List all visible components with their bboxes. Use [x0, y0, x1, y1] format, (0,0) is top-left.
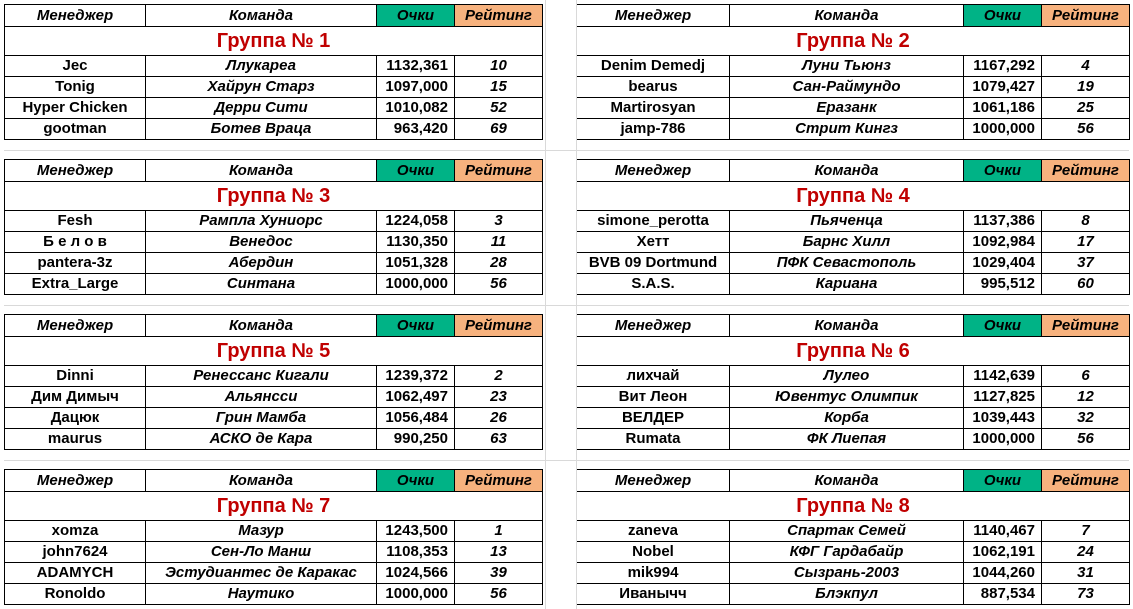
- group-table: [4, 159, 543, 295]
- team-cell: Сен-Ло Манш: [146, 542, 377, 563]
- empty-row-gridline: [4, 460, 1129, 461]
- rating-cell: 19: [1042, 77, 1130, 98]
- manager-cell: jamp-786: [577, 119, 730, 140]
- header-rating: Рейтинг: [1042, 5, 1130, 27]
- manager-cell: Иванычч: [577, 584, 730, 605]
- rating-cell: 63: [455, 429, 543, 450]
- group-table: [4, 469, 543, 605]
- rating-cell: 6: [1042, 366, 1130, 387]
- header-points: Очки: [377, 470, 455, 492]
- header-points: Очки: [964, 315, 1042, 337]
- table-row: [5, 274, 543, 295]
- header-rating: Рейтинг: [455, 315, 543, 337]
- team-cell: Стрит Кингз: [730, 119, 964, 140]
- points-cell: 1000,000: [964, 119, 1042, 140]
- manager-cell: Dinni: [5, 366, 146, 387]
- group-table: [576, 314, 1130, 450]
- points-cell: 1079,427: [964, 77, 1042, 98]
- rating-cell: 13: [455, 542, 543, 563]
- table-row: [577, 56, 1130, 77]
- header-team: Команда: [146, 160, 377, 182]
- empty-row-gridline: [4, 305, 1129, 306]
- team-cell: Спартак Семей: [730, 521, 964, 542]
- rating-cell: 31: [1042, 563, 1130, 584]
- table-row: [577, 521, 1130, 542]
- rating-cell: 8: [1042, 211, 1130, 232]
- points-cell: 1029,404: [964, 253, 1042, 274]
- group-title-row: [5, 492, 543, 521]
- points-cell: 1062,191: [964, 542, 1042, 563]
- group-title-row: [577, 337, 1130, 366]
- manager-cell: Tonig: [5, 77, 146, 98]
- points-cell: 995,512: [964, 274, 1042, 295]
- table-row: [577, 98, 1130, 119]
- team-cell: Эстудиантес де Каракас: [146, 563, 377, 584]
- group-title: Группа № 3: [5, 182, 543, 211]
- points-cell: 1044,260: [964, 563, 1042, 584]
- header-points: Очки: [377, 315, 455, 337]
- group-title: Группа № 8: [577, 492, 1130, 521]
- team-cell: Барнс Хилл: [730, 232, 964, 253]
- rating-cell: 1: [455, 521, 543, 542]
- team-cell: Блэкпул: [730, 584, 964, 605]
- manager-cell: Хетт: [577, 232, 730, 253]
- manager-cell: Fesh: [5, 211, 146, 232]
- table-row: [577, 211, 1130, 232]
- points-cell: 1097,000: [377, 77, 455, 98]
- points-cell: 1051,328: [377, 253, 455, 274]
- header-manager: Менеджер: [577, 315, 730, 337]
- header-rating: Рейтинг: [1042, 160, 1130, 182]
- manager-cell: Дацюк: [5, 408, 146, 429]
- points-cell: 1243,500: [377, 521, 455, 542]
- team-cell: Еразанк: [730, 98, 964, 119]
- group-title-row: [577, 182, 1130, 211]
- team-cell: КФГ Гардабайр: [730, 542, 964, 563]
- table-row: [5, 98, 543, 119]
- manager-cell: Extra_Large: [5, 274, 146, 295]
- table-row: [5, 366, 543, 387]
- header-row: [5, 5, 543, 27]
- team-cell: Абердин: [146, 253, 377, 274]
- manager-cell: S.A.S.: [577, 274, 730, 295]
- points-cell: 1000,000: [964, 429, 1042, 450]
- group-title: Группа № 1: [5, 27, 543, 56]
- rating-cell: 7: [1042, 521, 1130, 542]
- team-cell: ФК Лиепая: [730, 429, 964, 450]
- table-row: [577, 408, 1130, 429]
- points-cell: 1062,497: [377, 387, 455, 408]
- rating-cell: 10: [455, 56, 543, 77]
- rating-cell: 56: [455, 584, 543, 605]
- group-title: Группа № 2: [577, 27, 1130, 56]
- header-team: Команда: [146, 315, 377, 337]
- header-manager: Менеджер: [5, 5, 146, 27]
- table-row: [577, 274, 1130, 295]
- team-cell: Альянсси: [146, 387, 377, 408]
- header-row: [577, 160, 1130, 182]
- points-cell: 1092,984: [964, 232, 1042, 253]
- header-rating: Рейтинг: [455, 5, 543, 27]
- header-row: [577, 5, 1130, 27]
- rating-cell: 12: [1042, 387, 1130, 408]
- header-manager: Менеджер: [577, 470, 730, 492]
- manager-cell: Дим Димыч: [5, 387, 146, 408]
- team-cell: Рампла Хуниорс: [146, 211, 377, 232]
- points-cell: 1142,639: [964, 366, 1042, 387]
- team-cell: Синтана: [146, 274, 377, 295]
- header-row: [5, 470, 543, 492]
- header-team: Команда: [730, 315, 964, 337]
- table-row: [5, 77, 543, 98]
- rating-cell: 23: [455, 387, 543, 408]
- team-cell: Пьяченца: [730, 211, 964, 232]
- rating-cell: 4: [1042, 56, 1130, 77]
- team-cell: Сызрань-2003: [730, 563, 964, 584]
- header-rating: Рейтинг: [1042, 315, 1130, 337]
- table-row: [577, 563, 1130, 584]
- empty-row-gridline: [4, 150, 1129, 151]
- manager-cell: bearus: [577, 77, 730, 98]
- manager-cell: john7624: [5, 542, 146, 563]
- header-rating: Рейтинг: [455, 470, 543, 492]
- team-cell: Наутико: [146, 584, 377, 605]
- manager-cell: BVB 09 Dortmund: [577, 253, 730, 274]
- points-cell: 1130,350: [377, 232, 455, 253]
- rating-cell: 37: [1042, 253, 1130, 274]
- rating-cell: 39: [455, 563, 543, 584]
- header-rating: Рейтинг: [455, 160, 543, 182]
- group-title: Группа № 4: [577, 182, 1130, 211]
- team-cell: Ювентус Олимпик: [730, 387, 964, 408]
- team-cell: Ботев Враца: [146, 119, 377, 140]
- header-points: Очки: [964, 5, 1042, 27]
- group-title: Группа № 7: [5, 492, 543, 521]
- rating-cell: 73: [1042, 584, 1130, 605]
- group-title: Группа № 5: [5, 337, 543, 366]
- team-cell: Луни Тьюнз: [730, 56, 964, 77]
- manager-cell: ВЕЛДЕР: [577, 408, 730, 429]
- rating-cell: 56: [1042, 119, 1130, 140]
- points-cell: 1039,443: [964, 408, 1042, 429]
- points-cell: 1132,361: [377, 56, 455, 77]
- manager-cell: ADAMYCH: [5, 563, 146, 584]
- table-row: [577, 232, 1130, 253]
- rating-cell: 24: [1042, 542, 1130, 563]
- manager-cell: Ronoldo: [5, 584, 146, 605]
- team-cell: Грин Мамба: [146, 408, 377, 429]
- team-cell: Хайрун Старз: [146, 77, 377, 98]
- table-row: [5, 408, 543, 429]
- points-cell: 1239,372: [377, 366, 455, 387]
- header-manager: Менеджер: [577, 160, 730, 182]
- team-cell: Лулео: [730, 366, 964, 387]
- group-title-row: [5, 182, 543, 211]
- team-cell: Ллукареа: [146, 56, 377, 77]
- header-manager: Менеджер: [5, 470, 146, 492]
- table-row: [5, 253, 543, 274]
- table-row: [5, 232, 543, 253]
- points-cell: 963,420: [377, 119, 455, 140]
- team-cell: Кариана: [730, 274, 964, 295]
- header-team: Команда: [146, 470, 377, 492]
- header-manager: Менеджер: [577, 5, 730, 27]
- group-table: [4, 314, 543, 450]
- table-row: [5, 563, 543, 584]
- table-row: [577, 366, 1130, 387]
- points-cell: 1061,186: [964, 98, 1042, 119]
- table-row: [577, 542, 1130, 563]
- header-row: [5, 160, 543, 182]
- rating-cell: 26: [455, 408, 543, 429]
- manager-cell: Hyper Chicken: [5, 98, 146, 119]
- header-team: Команда: [730, 160, 964, 182]
- table-row: [5, 119, 543, 140]
- header-points: Очки: [377, 5, 455, 27]
- table-row: [5, 584, 543, 605]
- points-cell: 1056,484: [377, 408, 455, 429]
- group-title-row: [577, 27, 1130, 56]
- points-cell: 1224,058: [377, 211, 455, 232]
- rating-cell: 3: [455, 211, 543, 232]
- manager-cell: Nobel: [577, 542, 730, 563]
- header-row: [5, 315, 543, 337]
- table-row: [5, 211, 543, 232]
- group-title-row: [577, 492, 1130, 521]
- header-points: Очки: [964, 160, 1042, 182]
- points-cell: 1127,825: [964, 387, 1042, 408]
- rating-cell: 60: [1042, 274, 1130, 295]
- points-cell: 990,250: [377, 429, 455, 450]
- team-cell: Мазур: [146, 521, 377, 542]
- header-points: Очки: [964, 470, 1042, 492]
- points-cell: 1167,292: [964, 56, 1042, 77]
- team-cell: Корба: [730, 408, 964, 429]
- rating-cell: 28: [455, 253, 543, 274]
- manager-cell: pantera-3z: [5, 253, 146, 274]
- table-row: [577, 584, 1130, 605]
- manager-cell: Б е л о в: [5, 232, 146, 253]
- team-cell: Дерри Сити: [146, 98, 377, 119]
- rating-cell: 25: [1042, 98, 1130, 119]
- table-row: [5, 429, 543, 450]
- group-title-row: [5, 27, 543, 56]
- points-cell: 1000,000: [377, 584, 455, 605]
- header-rating: Рейтинг: [1042, 470, 1130, 492]
- header-row: [577, 315, 1130, 337]
- header-team: Команда: [730, 470, 964, 492]
- header-manager: Менеджер: [5, 160, 146, 182]
- points-cell: 1137,386: [964, 211, 1042, 232]
- rating-cell: 15: [455, 77, 543, 98]
- manager-cell: mik994: [577, 563, 730, 584]
- points-cell: 1024,566: [377, 563, 455, 584]
- team-cell: Ренессанс Кигали: [146, 366, 377, 387]
- table-row: [577, 429, 1130, 450]
- points-cell: 887,534: [964, 584, 1042, 605]
- points-cell: 1108,353: [377, 542, 455, 563]
- group-table: [576, 469, 1130, 605]
- group-table: [576, 159, 1130, 295]
- team-cell: Венедос: [146, 232, 377, 253]
- team-cell: Сан-Раймундо: [730, 77, 964, 98]
- rating-cell: 56: [1042, 429, 1130, 450]
- rating-cell: 56: [455, 274, 543, 295]
- rating-cell: 69: [455, 119, 543, 140]
- manager-cell: Вит Леон: [577, 387, 730, 408]
- points-cell: 1010,082: [377, 98, 455, 119]
- manager-cell: gootman: [5, 119, 146, 140]
- rating-cell: 52: [455, 98, 543, 119]
- table-row: [577, 77, 1130, 98]
- manager-cell: maurus: [5, 429, 146, 450]
- team-cell: АСКО де Кара: [146, 429, 377, 450]
- rating-cell: 17: [1042, 232, 1130, 253]
- table-row: [577, 253, 1130, 274]
- table-row: [5, 542, 543, 563]
- manager-cell: simone_perotta: [577, 211, 730, 232]
- header-team: Команда: [146, 5, 377, 27]
- manager-cell: Martirosyan: [577, 98, 730, 119]
- manager-cell: Rumata: [577, 429, 730, 450]
- table-row: [5, 56, 543, 77]
- points-cell: 1140,467: [964, 521, 1042, 542]
- table-row: [5, 521, 543, 542]
- table-row: [5, 387, 543, 408]
- group-title-row: [5, 337, 543, 366]
- table-row: [577, 119, 1130, 140]
- header-row: [577, 470, 1130, 492]
- manager-cell: Denim Demedj: [577, 56, 730, 77]
- header-manager: Менеджер: [5, 315, 146, 337]
- rating-cell: 32: [1042, 408, 1130, 429]
- group-title: Группа № 6: [577, 337, 1130, 366]
- team-cell: ПФК Севастополь: [730, 253, 964, 274]
- group-table: [4, 4, 543, 140]
- points-cell: 1000,000: [377, 274, 455, 295]
- manager-cell: лихчай: [577, 366, 730, 387]
- manager-cell: zaneva: [577, 521, 730, 542]
- rating-cell: 2: [455, 366, 543, 387]
- manager-cell: Jec: [5, 56, 146, 77]
- rating-cell: 11: [455, 232, 543, 253]
- group-table: [576, 4, 1130, 140]
- header-points: Очки: [377, 160, 455, 182]
- manager-cell: xomza: [5, 521, 146, 542]
- header-team: Команда: [730, 5, 964, 27]
- table-row: [577, 387, 1130, 408]
